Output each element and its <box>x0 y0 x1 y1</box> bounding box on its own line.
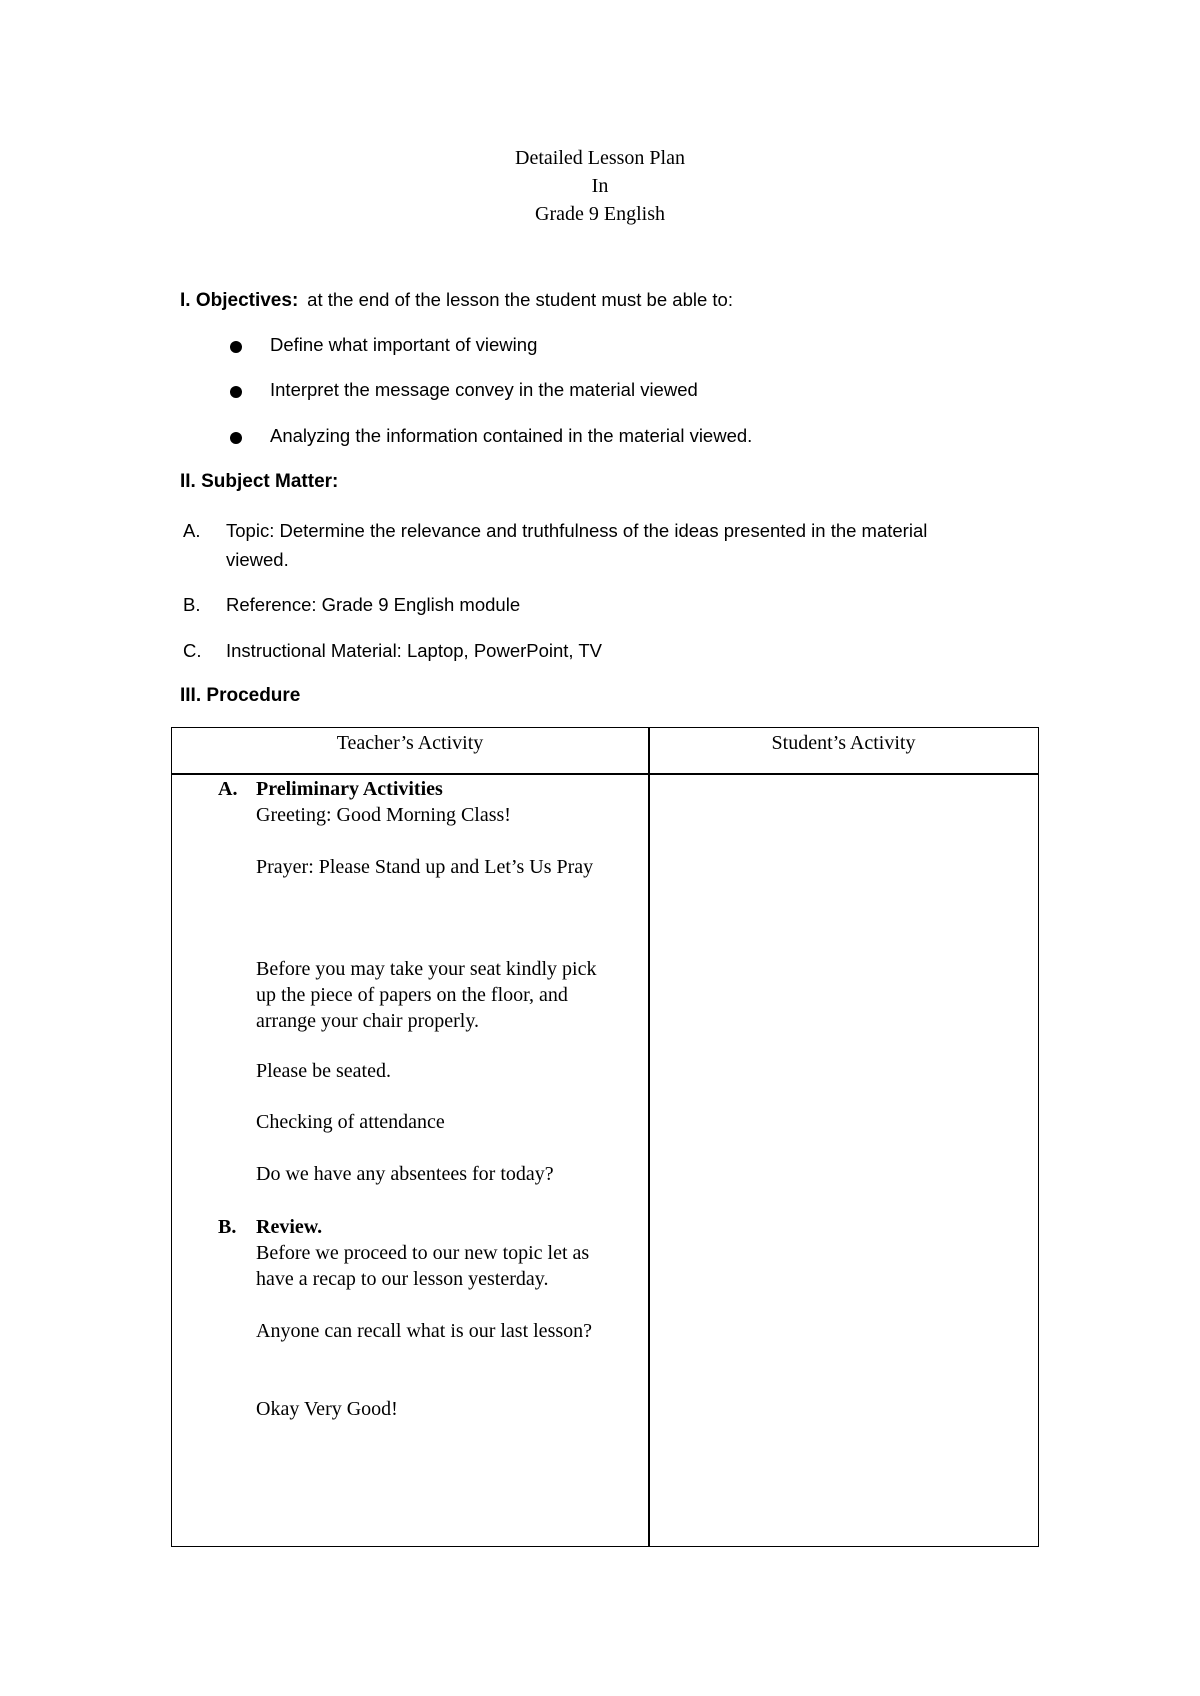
seat-instruction-line-3: arrange your chair properly. <box>256 1010 480 1032</box>
bullet-dot-icon <box>230 341 242 353</box>
objectives-heading-row <box>180 289 733 312</box>
bullet-dot-icon <box>230 386 242 398</box>
table-column-divider <box>648 728 650 1546</box>
procedure-heading: III. Procedure <box>180 685 301 706</box>
title-line-1: Detailed Lesson Plan <box>515 147 685 169</box>
section-b-letter: B. <box>218 1216 237 1238</box>
subject-item-topic-cont: viewed. <box>226 549 289 570</box>
section-b-title: Review. <box>256 1216 323 1238</box>
document-title <box>0 144 1200 228</box>
title-line-2: In <box>591 175 609 197</box>
title-line-3: Grade 9 English <box>535 203 665 225</box>
objectives-intro: at the end of the lesson the student must be able to: <box>307 289 733 310</box>
section-a-title: Preliminary Activities <box>256 778 443 800</box>
subject-item-topic: Topic: Determine the relevance and truthfulness of the ideas presented in the material <box>226 520 928 541</box>
procedure-table <box>171 727 1039 1547</box>
table-header-divider <box>172 773 1038 775</box>
subject-item-letter-b: B. <box>183 594 201 615</box>
objectives-label: I. Objectives: <box>180 290 299 311</box>
objective-item-3: Analyzing the information contained in the material viewed. <box>270 425 753 446</box>
greeting-text: Greeting: Good Morning Class! <box>256 804 511 826</box>
subject-item-reference: Reference: Grade 9 English module <box>226 594 521 615</box>
recap-paragraph <box>256 1240 640 1292</box>
seated-text: Please be seated. <box>256 1060 391 1082</box>
recap-line-2: have a recap to our lesson yesterday. <box>256 1268 549 1290</box>
objective-item-2: Interpret the message convey in the material viewed <box>270 379 698 400</box>
subject-item-letter-a: A. <box>183 520 201 541</box>
absentees-text: Do we have any absentees for today? <box>256 1163 554 1185</box>
praise-text: Okay Very Good! <box>256 1398 398 1420</box>
student-activity-header: Student’s Activity <box>771 732 916 754</box>
subject-item-letter-c: C. <box>183 640 202 661</box>
seat-instruction-line-2: up the piece of papers on the floor, and <box>256 984 568 1006</box>
seat-instruction-line-1: Before you may take your seat kindly pick <box>256 958 597 980</box>
seat-instruction-paragraph <box>256 956 640 1034</box>
section-a-letter: A. <box>218 778 238 800</box>
attendance-text: Checking of attendance <box>256 1111 445 1133</box>
teacher-activity-header: Teacher’s Activity <box>336 732 484 754</box>
recap-line-1: Before we proceed to our new topic let as <box>256 1242 590 1264</box>
subject-matter-heading: II. Subject Matter: <box>180 471 339 492</box>
objective-item-1: Define what important of viewing <box>270 334 538 355</box>
recall-question-text: Anyone can recall what is our last lesson? <box>256 1320 593 1342</box>
bullet-dot-icon <box>230 432 242 444</box>
subject-item-materials: Instructional Material: Laptop, PowerPoint, TV <box>226 640 603 661</box>
prayer-text: Prayer: Please Stand up and Let’s Us Pray <box>256 856 594 878</box>
